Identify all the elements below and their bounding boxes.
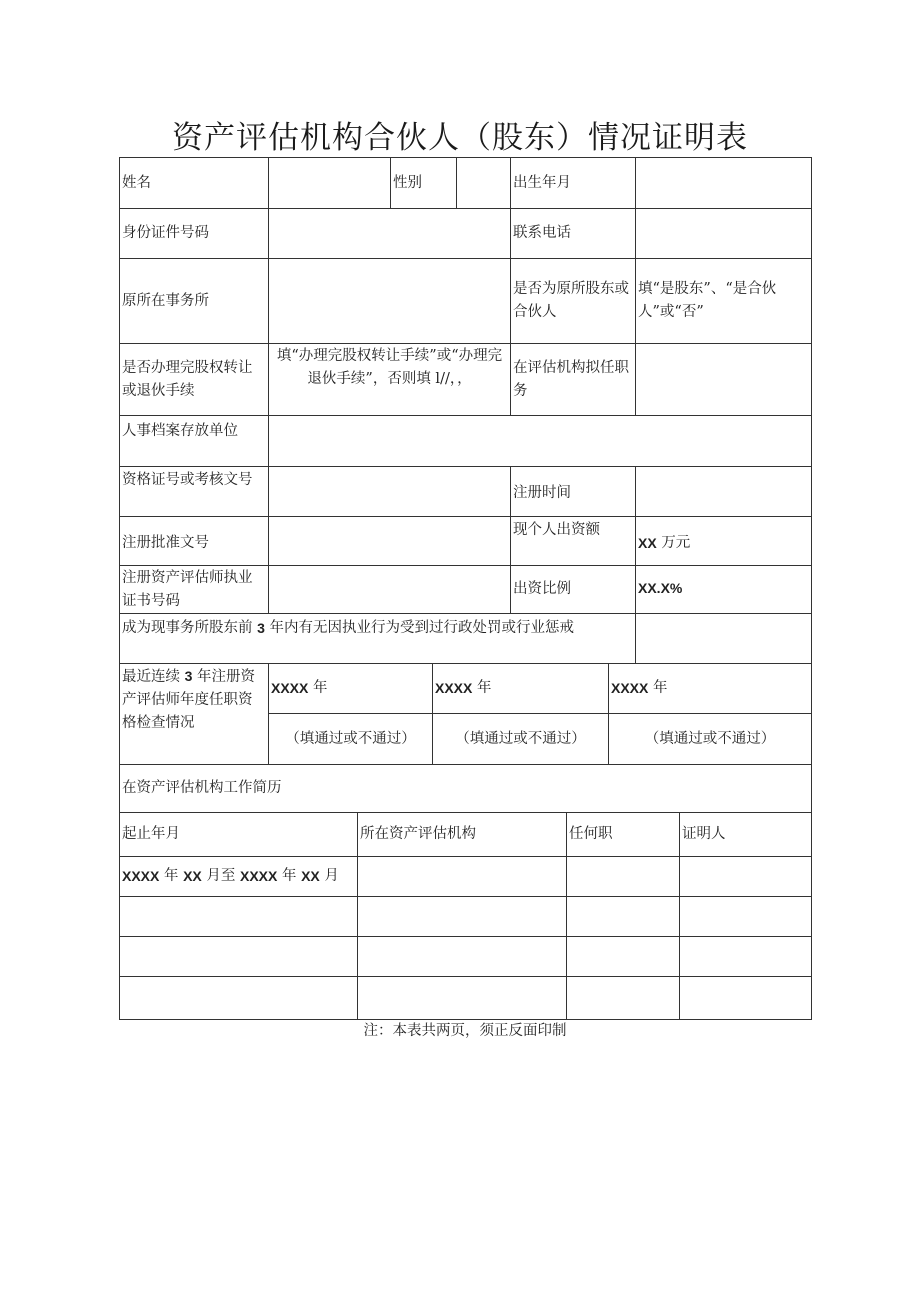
capital-ratio-field[interactable] [636,566,811,613]
year-1-result[interactable]: （填通过或不通过） [285,730,416,747]
transfer-hint[interactable]: 填“办理完股权转让手续”或“办理完退伙手续”，否则填 l//，， [276,348,503,387]
period-end-year: XXXX [239,868,278,884]
label-archive-unit: 人事档案存放单位 [122,423,238,439]
label-birth: 出生年月 [513,174,571,191]
label-penalty [120,614,635,663]
label-former-office: 原所在事务所 [122,292,209,309]
label-name: 姓名 [122,174,151,191]
year-3-result[interactable]: （填通过或不通过） [644,730,776,747]
resume-row-witness[interactable] [680,977,811,1019]
capital-field[interactable] [636,517,811,565]
capital-ratio-value: XX.X% [638,580,683,596]
gender-field[interactable] [457,158,510,208]
period-text-3: 年 [277,868,302,884]
id-number-field[interactable] [269,209,510,258]
annual-check-prefix: 最近连续 [122,669,185,685]
name-field[interactable] [269,158,390,208]
footnote: 注：本表共两页，须正反面印制 [363,1023,567,1039]
label-is-former-partner: 是否为原所股东或合伙人 [513,281,629,320]
label-transfer-done: 是否办理完股权转让或退伙手续 [122,359,253,399]
resume-row-org[interactable] [358,977,566,1019]
resume-header-post: 任何职 [569,826,613,842]
resume-row-period[interactable] [120,897,357,936]
label-capital-ratio: 出资比例 [513,581,571,597]
period-text-1: 年 [159,868,184,884]
label-annual-check [120,664,268,764]
label-qualification-no: 资格证号或考核文号 [122,472,253,488]
resume-row-period[interactable] [120,977,357,1019]
label-register-approval: 注册批准文号 [122,534,209,551]
archive-unit-field[interactable] [269,416,811,466]
resume-header-org: 所在资产评估机构 [360,826,476,842]
period-start-month: XX [183,868,202,884]
year-1-value: XXXX [271,680,309,696]
resume-row-post[interactable] [567,897,679,936]
period-text-4: 月 [319,868,339,884]
year-1-field[interactable] [269,664,432,713]
capital-unit: 万元 [656,534,691,551]
label-register-time: 注册时间 [513,485,571,501]
resume-row-post[interactable] [567,857,679,896]
label-resume: 在资产评估机构工作简历 [122,780,282,796]
penalty-years: 3 [257,620,265,636]
penalty-prefix: 成为现事务所股东前 [122,620,258,636]
label-id-number: 身份证件号码 [122,225,209,241]
year-3-field[interactable] [609,664,811,713]
year-2-result[interactable]: （填通过或不通过） [455,730,586,747]
resume-row-org[interactable] [358,937,566,976]
former-office-field[interactable] [269,259,510,343]
label-cert-no: 注册资产评估师执业证书号码 [122,569,253,609]
label-capital: 现个人出资额 [513,522,600,538]
resume-row-post[interactable] [567,937,679,976]
label-phone: 联系电话 [513,225,571,241]
resume-row-witness[interactable] [680,857,811,896]
year-3-value: XXXX [611,680,649,696]
register-time-field[interactable] [636,467,811,516]
resume-row-period[interactable] [120,937,357,976]
annual-check-suffix: 年注册资产评估师年度任职资格检查情况 [122,669,256,731]
label-gender: 性别 [393,174,422,191]
penalty-suffix: 年内有无因执业行为受到过行政处罚或行业惩戒 [264,620,575,636]
capital-amount: XX [638,534,657,551]
penalty-field[interactable] [636,614,811,663]
intended-post-field[interactable] [636,344,811,415]
resume-row-org[interactable] [358,897,566,936]
birth-field[interactable] [636,158,811,208]
cert-no-field[interactable] [269,566,510,613]
resume-row-org[interactable] [358,857,566,896]
resume-header-period: 起止年月 [122,826,180,842]
resume-row-witness[interactable] [680,937,811,976]
annual-check-years: 3 [184,668,193,684]
year-2-field[interactable] [433,664,608,713]
qualification-no-field[interactable] [269,467,510,516]
resume-row-post[interactable] [567,977,679,1019]
resume-row-witness[interactable] [680,897,811,936]
year-2-value: XXXX [435,680,473,696]
resume-header-witness: 证明人 [682,826,726,842]
phone-field[interactable] [636,209,811,258]
year-2-unit: 年 [472,680,492,696]
period-start-year: XXXX [122,868,160,884]
year-3-unit: 年 [648,680,668,696]
period-text-2: 月至 [201,868,240,884]
label-intended-post: 在评估机构拟任职务 [513,359,629,399]
year-1-unit: 年 [308,680,328,696]
period-end-month: XX [301,868,320,884]
resume-row-period[interactable] [120,857,357,896]
is-former-partner-hint[interactable]: 填“是股东”、“是合伙人”或“否” [638,281,777,320]
page-title: 资产评估机构合伙人（股东）情况证明表 [172,120,748,156]
register-approval-field[interactable] [269,517,510,565]
